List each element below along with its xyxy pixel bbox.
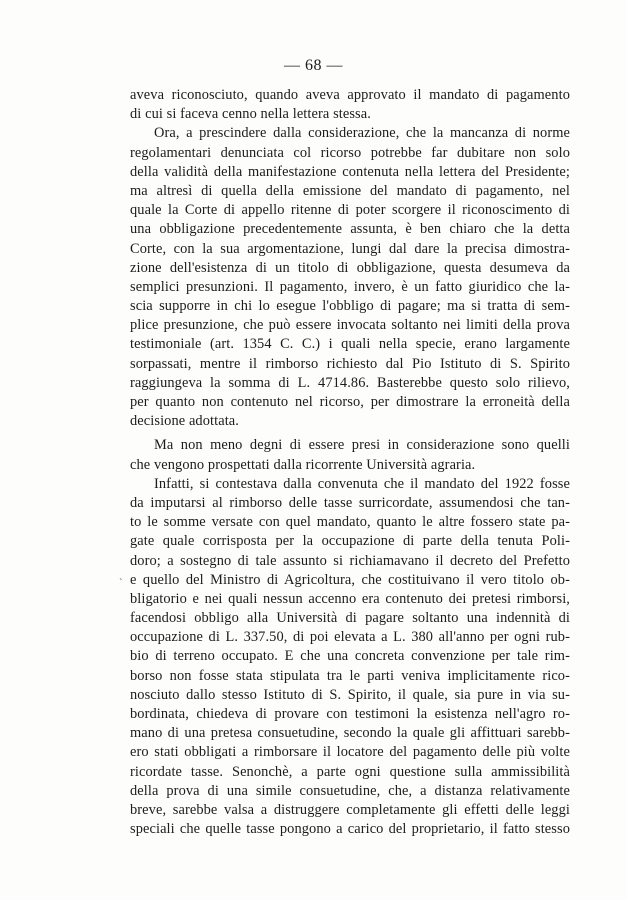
- text-line: una obbligazione precedentemente assunta, è ben chiaro che la detta: [130, 221, 570, 238]
- text-line: decisione adottata.: [130, 413, 239, 430]
- margin-mark: `: [119, 577, 123, 589]
- text-line: zione dell'esistenza di un titolo di obbligazione, questa desumeva da: [130, 259, 570, 276]
- text-line: bio di terreno occupato. E che una concreta convenzione per tale rim-: [130, 648, 570, 665]
- text-line: nosciuto dallo stesso Istituto di S. Spirito, il quale, sia pure in via su-: [130, 686, 570, 703]
- text-line: regolamentari denunciata col ricorso potrebbe far dubitare non solo: [130, 144, 570, 161]
- text-line: borso non fosse stata stipulata tra le parti veniva implicitamente rico-: [130, 667, 570, 684]
- text-line: della validità della manifestazione contenuta nella lettera del Presidente;: [130, 163, 570, 180]
- text-line: da imputarsi al rimborso delle tasse surricordate, assumendosi che tan-: [130, 494, 570, 511]
- text-line: raggiungeva la somma di L. 4714.86. Basterebbe questo solo rilievo,: [130, 374, 570, 391]
- text-line: to le somme versate con quel mandato, quanto le altre fossero state pa-: [130, 514, 570, 531]
- text-line: per quanto non contenuto nel ricorso, per dimostrare la erroneità della: [130, 394, 570, 410]
- paragraph-4: [130, 475, 570, 840]
- page-number: — 68 —: [284, 57, 343, 74]
- text-line: quale la Corte di appello ritenne di poter scorgere il riconoscimento di: [130, 202, 570, 219]
- text-line: gate quale corrisposta per la occupazione di parte della tenuta Poli-: [130, 533, 570, 550]
- text-line: ma altresì di quella della emissione del mandato di pagamento, nel: [130, 182, 570, 199]
- text-line: bligatorio e nei quali nessun accenno era contenuto dei pretesi rimborsi,: [130, 590, 570, 607]
- text-line: Corte, con la sua argomentazione, lungi dal dare la precisa dimostra-: [130, 240, 570, 257]
- paragraph-1: [130, 86, 570, 124]
- text-line: bordinata, chiedeva di provare con testimoni la esistenza nell'agro ro-: [130, 706, 570, 722]
- text-line: speciali che quelle tasse pongono a carico del proprietario, il fatto stesso: [130, 821, 570, 838]
- text-line: ero stati obbligati a rimborsare il locatore del pagamento delle più volte: [130, 744, 570, 761]
- text-line: mano di una pretesa consuetudine, secondo la quale gli affittuari sarebb-: [130, 725, 570, 742]
- text-line: scia supporre in chi lo esegue l'obbligo di pagare; ma si tratta di sem-: [130, 298, 570, 315]
- text-line: facendosi obbligo alla Università di pagare soltanto una indennità di: [130, 610, 570, 627]
- paragraph-3: [130, 436, 570, 474]
- text-line: Infatti, si contestava dalla convenuta che il mandato del 1922 fosse: [154, 475, 570, 492]
- text-line: della prova di una simile consuetudine, che, a distanza relativamente: [130, 782, 570, 799]
- text-line: Ora, a prescindere dalla considerazione, che la mancanza di norme: [154, 125, 570, 142]
- text-line: doro; a sostegno di tale assunto si richiamavano il decreto del Prefetto: [130, 552, 570, 569]
- text-line: occupazione di L. 337.50, di poi elevata a L. 380 all'anno per ogni rub-: [130, 629, 570, 646]
- text-line: di cui si faceva cenno nella lettera stessa.: [130, 106, 371, 123]
- text-line: e quello del Ministro di Agricoltura, che costituivano il vero titolo ob-: [130, 571, 570, 588]
- text-line: breve, sarebbe valsa a distruggere completamente gli effetti delle leggi: [130, 801, 570, 818]
- text-line: che vengono prospettati dalla ricorrente Università agraria.: [130, 456, 476, 473]
- text-line: testimoniale (art. 1354 C. C.) i quali nella specie, erano largamente: [130, 336, 570, 353]
- text-line: Ma non meno degni di essere presi in considerazione sono quelli: [154, 437, 570, 454]
- paragraph-2: [130, 124, 570, 431]
- text-line: semplici presunzioni. Il pagamento, invero, è un fatto giuridico che la-: [130, 278, 570, 295]
- text-line: aveva riconosciuto, quando aveva approvato il mandato di pagamento: [130, 87, 570, 103]
- text-line: plice presunzione, che può essere invocata soltanto nei limiti della prova: [130, 317, 570, 334]
- text-line: ricordate tasse. Senonchè, a parte ogni questione sulla ammissibilità: [130, 763, 570, 780]
- text-line: sorpassati, mentre il rimborso richiesto dal Pio Istituto di S. Spirito: [130, 355, 570, 372]
- body-text: [130, 86, 570, 839]
